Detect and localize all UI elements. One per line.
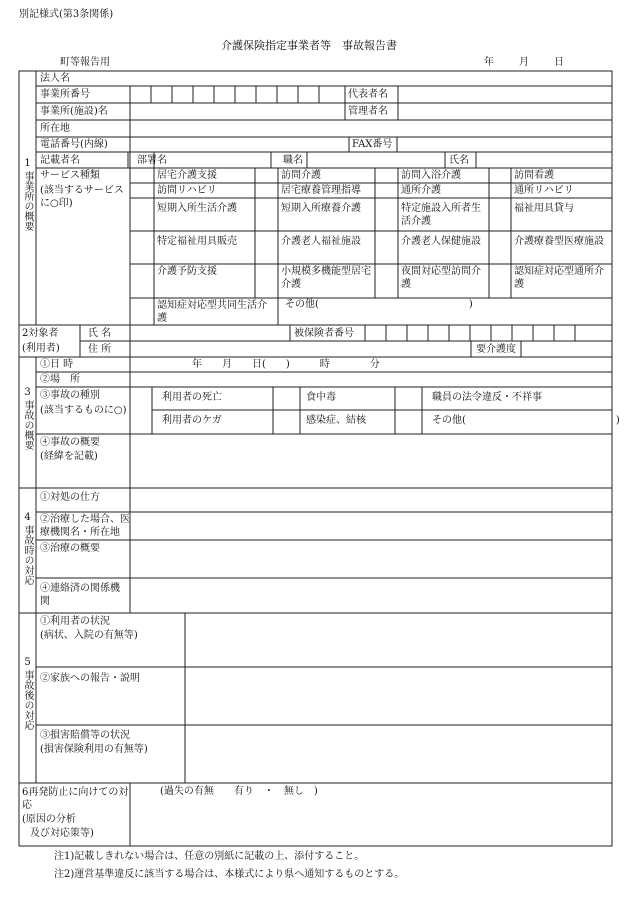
service-item: 通所リハビリ (514, 185, 574, 196)
label-denwa: 電話番号(内線) (40, 139, 108, 150)
label-kisaisha: 記載者名 (40, 155, 80, 166)
form-title: 介護保険指定事業者等 事故報告書 (221, 39, 397, 52)
label-kanri: 管理者名 (348, 106, 388, 117)
service-item: 介護老人保健施設 (401, 236, 481, 247)
service-item: 介護療養型医療施設 (514, 236, 604, 247)
sec6-note1: (原因の分析 (22, 814, 76, 825)
shubetsu-note: (該当するものに○) (40, 405, 127, 416)
label-service: サービス種類 (40, 170, 100, 181)
note-1: 注1)記載しきれない場合は、任意の別紙に記載の上、添付すること。 (54, 851, 365, 862)
label-nichiji: ①日 時 (40, 359, 74, 370)
accident-type: その他( ) (432, 415, 620, 426)
accident-type: 利用者の死亡 (162, 392, 222, 403)
accident-type: 食中毒 (306, 392, 336, 403)
sec2-title: 2対象者 (22, 328, 59, 339)
kashitsu: (過失の有無 有り ・ 無し ) (160, 786, 318, 797)
accident-type: 利用者のケガ (162, 415, 222, 426)
service-item: 訪問看護 (514, 170, 554, 181)
label-chiryo-gaiyo: ③治療の概要 (40, 543, 100, 554)
date-year: 年 (484, 57, 494, 68)
service-item: 短期入所療養介護 (281, 203, 361, 214)
songai-note: (損害保険利用の有無等) (40, 744, 148, 755)
label-jigyosho-mei: 事業所(施設)名 (40, 106, 108, 117)
label-taisho-shimei: 氏 名 (88, 328, 112, 339)
label-hojin: 法人名 (40, 73, 70, 84)
label-jigyosho-bango: 事業所番号 (40, 89, 90, 100)
sec6-note2: 及び対応策等) (30, 828, 94, 839)
accident-type: 職員の法令違反・不祥事 (432, 392, 542, 403)
date-month: 月 (519, 57, 529, 68)
label-shubetsu: ③事故の種別 (40, 390, 100, 401)
label-chiryo-kikan: ②治療した場合、医療機関名・所在地 (40, 514, 130, 538)
sec1-title: 事業所の概要 (22, 171, 33, 231)
sec1-number: 1 (24, 158, 31, 169)
service-item: 居宅療養管理指導 (281, 185, 361, 196)
sec4-number: 4 (24, 512, 31, 523)
label-renraku: ④連絡済の関係機関 (40, 583, 120, 607)
service-item: 居宅介護支援 (157, 170, 217, 181)
label-songai: ③損害賠償等の状況 (40, 730, 130, 741)
label-kazoku: ②家族への報告・説明 (40, 673, 140, 684)
service-item: その他( ) (285, 299, 473, 310)
label-busho: 部署名 (137, 155, 167, 166)
service-item: 訪問リハビリ (157, 185, 217, 196)
joukyo-note: (病状、入院の有無等) (40, 630, 138, 641)
sec5-title: 事故後の対応 (22, 670, 33, 730)
report-for: 町等報告用 (60, 57, 110, 68)
service-item: 特定施設入所者生活介護 (401, 203, 481, 227)
service-item: 小規模多機能型居宅介護 (281, 266, 371, 290)
label-fax: FAX番号 (352, 139, 393, 150)
sec3-number: 3 (24, 387, 31, 398)
accident-type: 感染症、結核 (306, 415, 366, 426)
label-shozaichi: 所在地 (40, 123, 70, 134)
service-note: (該当するサービスに○印) (40, 185, 124, 209)
service-item: 短期入所生活介護 (157, 203, 237, 214)
sec6-title: 6再発防止に向けての対応 (22, 787, 129, 811)
service-item: 夜間対応型訪問介護 (401, 266, 481, 290)
label-jusho: 住 所 (88, 344, 112, 355)
service-item: 訪問入浴介護 (401, 170, 461, 181)
service-item: 認知症対応型共同生活介護 (157, 300, 267, 324)
date-day: 日 (554, 57, 564, 68)
service-item: 通所介護 (401, 185, 441, 196)
service-item: 特定福祉用具販売 (157, 236, 237, 247)
label-taisho: ①対処の仕方 (40, 492, 100, 503)
label-yokaigodo: 要介護度 (476, 344, 516, 355)
form-label: 別記様式(第3条関係) (19, 9, 114, 20)
note-2: 注2)運営基準違反に該当する場合は、本様式により県へ通知するものとする。 (54, 869, 405, 880)
nichiji-value: 年 月 日( ) 時 分 (192, 359, 380, 370)
label-hihokensha: 被保険者番号 (294, 328, 354, 339)
service-item: 認知症対応型通所介護 (514, 266, 604, 290)
label-basho: ②場 所 (40, 374, 80, 385)
sec4-title: 事故時の対応 (22, 525, 33, 585)
label-joukyo: ①利用者の状況 (40, 616, 110, 627)
service-item: 福祉用具貸与 (514, 203, 574, 214)
label-gaiyo: ④事故の概要 (40, 437, 100, 448)
sec3-title: 事故の概要 (22, 400, 33, 450)
service-item: 訪問介護 (281, 170, 321, 181)
label-shokumei: 職名 (283, 155, 303, 166)
service-item: 介護予防支援 (157, 266, 217, 277)
sec5-number: 5 (24, 657, 31, 668)
label-shimei: 氏名 (449, 155, 469, 166)
gaiyo-note: (経緯を記載) (40, 451, 98, 462)
service-item: 介護老人福祉施設 (281, 236, 361, 247)
sec2-subtitle: (利用者) (22, 343, 60, 354)
label-daihyo: 代表者名 (348, 89, 388, 100)
